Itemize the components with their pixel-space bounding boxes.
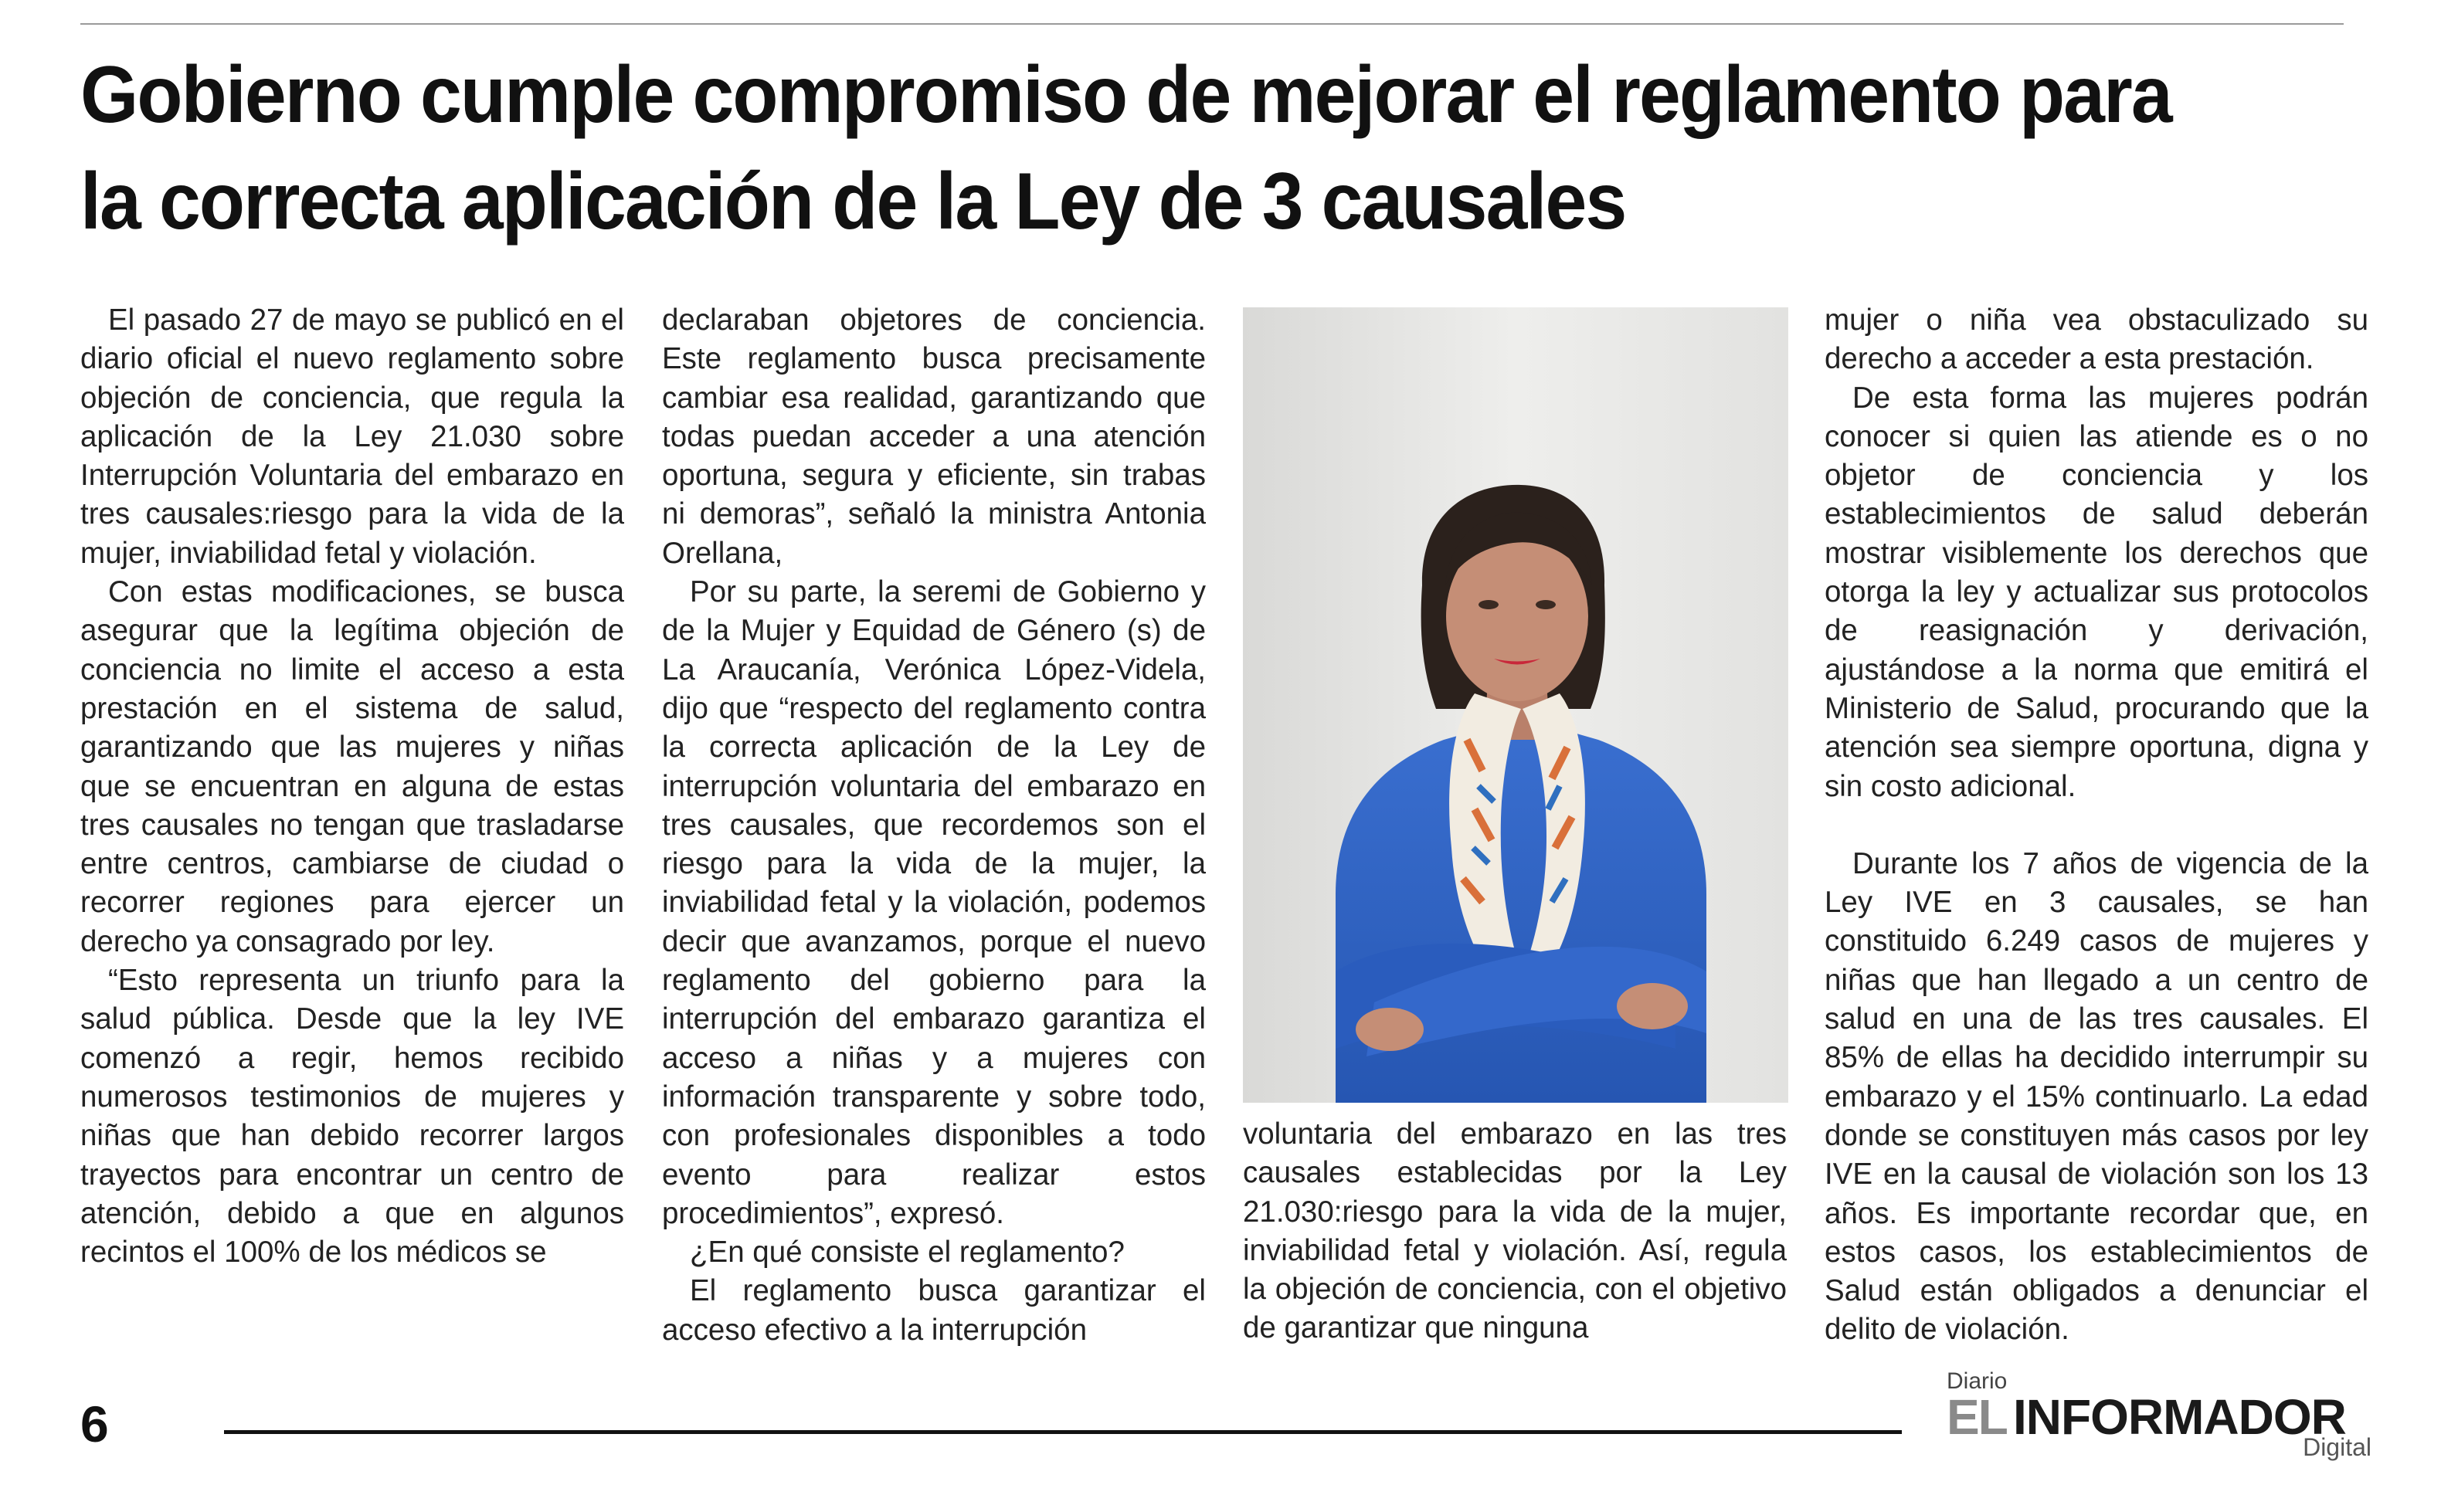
paragraph: Con estas modificaciones, se busca asegurar que la legítima objeción de conciencia no limite el acceso a esta prestación en el sistema de salud, garantizando que las mujeres y niñas que se encuentran en alguna de estas tres causales no tengan que trasladarse entre centros, cambiarse de ciudad o recorrer regiones para ejercer un derecho ya consagrado por ley. (80, 575, 624, 958)
paragraph: “Esto representa un triunfo para la salud pública. Desde que la ley IVE comenzó a regir, hemos recibido numerosos testimonios de mujeres y niñas que han debido recorrer largos trayectos para encontrar un centro de atención, debido a que en algunos recintos el 100% de los médicos se (80, 964, 624, 1270)
paragraph-gap (1825, 806, 2368, 845)
article-column-3 (1243, 1115, 1787, 1362)
paragraph: De esta forma las mujeres podrán conocer si quien las atiende es o no objetor de conciencia y los establecimientos de salud deberán mostrar visiblemente los derechos que otorga la ley y actualizar sus protocolos de reasignación y derivación, ajustándose a la norma que emitirá el Ministerio de Salud, procurando que la atención sea siempre oportuna, digna y sin costo adicional. (1825, 381, 2368, 803)
logo-informador-label: INFORMADOR (2013, 1389, 2346, 1445)
article-column-1 (80, 301, 624, 1272)
paragraph: El pasado 27 de mayo se publicó en el diario oficial el nuevo reglamento sobre objeción de conciencia, que regula la aplicación de la Ley 21.030 sobre Interrupción Voluntaria del embarazo en tres causales:riesgo para la vida de la mujer, inviabilidad fetal y violación. (80, 303, 624, 570)
diario-el-informador-logo (1947, 1368, 2371, 1461)
portrait-photo (1243, 307, 1788, 1103)
logo-diario-label: Diario (1947, 1368, 2008, 1394)
logo-digital-label: Digital (2303, 1433, 2371, 1461)
bottom-rule (224, 1430, 1902, 1434)
top-rule (80, 23, 2344, 25)
subheading: ¿En qué consiste el reglamento? (690, 1236, 1125, 1270)
headline: Gobierno cumple compromiso de mejorar el reglamento para la correcta aplicación de la Ley de 3 causales (80, 50, 2171, 246)
paragraph: Durante los 7 años de vigencia de la Ley IVE en 3 causales, se han constituido 6.249 casos de mujeres y niñas que han llegado a un centro de salud en una de las tres causales. El 85% de ellas ha decidido interrumpir su embarazo y el 15% continuarlo. La edad donde se constituyen más casos por ley IVE en la causal de violación son los 13 años. Es importante recordar que, en estos casos, los establecimientos de Salud están obligados a denunciar el delito de violación. (1825, 846, 2368, 1347)
page-number: 6 (80, 1395, 109, 1453)
article-column-2 (662, 301, 1206, 1350)
woman-portrait-illustration (1243, 307, 1788, 1103)
article-column-4 (1825, 301, 2368, 1350)
paragraph: voluntaria del embarazo en las tres causales establecidas por la Ley 21.030:riesgo para la vida de la mujer, inviabilidad fetal y violación. Así, regula la objeción de conciencia, con el objetivo de garantizar que ninguna (1243, 1117, 1787, 1345)
paragraph: declaraban objetores de conciencia. Este reglamento busca precisamente cambiar esa realidad, garantizando que todas puedan acceder a una atención oportuna, segura y eficiente, sin trabas ni demoras”, señaló la ministra Antonia Orellana, (662, 303, 1206, 570)
paragraph: El reglamento busca garantizar el acceso efectivo a la interrupción (662, 1274, 1206, 1347)
paragraph: Por su parte, la seremi de Gobierno y de la Mujer y Equidad de Género (s) de La Araucanía, Verónica López-Videla, dijo que “respecto del reglamento contra la correcta aplicación de la Ley de interrupción voluntaria del embarazo en tres causales, que recordemos son el riesgo para la vida de la mujer, la inviabilidad fetal y la violación, podemos decir que avanzamos, porque el nuevo reglamento del gobierno para la interrupción del embarazo garantiza el acceso a niñas y a mujeres con información transparente y sobre todo, con profesionales disponibles a todo evento para realizar estos procedimientos”, expresó. (662, 575, 1206, 1230)
paragraph: mujer o niña vea obstaculizado su derecho a acceder a esta prestación. (1825, 303, 2368, 376)
logo-el-label: EL (1947, 1389, 2007, 1445)
